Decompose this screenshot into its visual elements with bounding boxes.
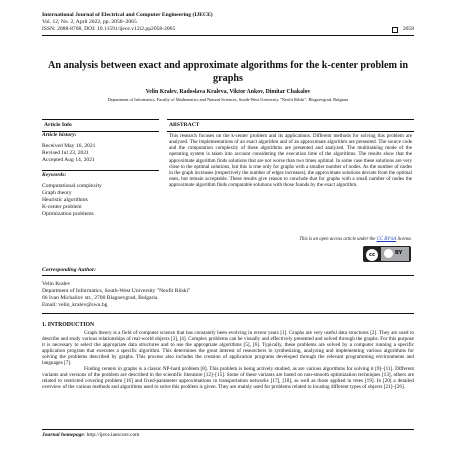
corresponding-department: Department of Informatics, South-West University "Neofit Rilski" [42,287,191,294]
accepted-date: Accepted Aug 14, 2021 [42,156,95,163]
corresponding-address: 66 Ivan Michailov str., 2700 Blagoevgrad, Bulgaria [42,294,158,301]
corresponding-author-block [42,281,414,309]
article-history [42,132,159,164]
journal-volume: Vol. 12, No. 2, April 2022, pp. 2058~2065 [42,19,137,26]
footer-rule [42,429,414,430]
page-number: 2058 [402,26,414,33]
article-history-label: Article history: [42,132,77,138]
corresponding-name: Velin Kralev [42,281,71,287]
journal-issn-doi: ISSN: 2088-8708, DOI: 10.11591/ijece.v12i2.pp2058-2065 [42,26,176,33]
corresponding-rule [42,313,414,314]
journal-homepage-footer: Journal homepage: http://ijece.iaescore.com [42,432,140,438]
introduction-paragraph: Finding centers in graphs is a classic NP-hard problem [8]. This problem is being actively studied, as are various algorithms for solving it [9]–[11]. Different variants and versions of the problem are described in the scientific literature [12]–[15]. Some of these variants are based on non-smooth optimization techniques [13], others are related to restricted covering problem [16] and fixed-parameter approximations in transportation networks [17], [18], as well as those applied in trees [19]. In [20] a detailed overview of the various methods and algorithms used to solve this problem is given. They are mainly used for problems related to locating different types of objects [21]–[26]. [42,366,414,390]
keyword-item: K-center problem [42,203,82,210]
abstract-header: ABSTRACT [167,119,414,132]
paper-authors: Velin Kralev, Radoslava Kraleva, Viktor Ankov, Dimitar Chakalov [145,89,311,95]
received-date: Received May 16, 2021 [42,142,96,149]
by-icon [381,247,409,261]
keywords-block [42,172,159,217]
introduction-body [42,330,414,390]
article-info-header: Article Info [42,119,159,132]
corresponding-author-header: Corresponding Author: [42,266,414,276]
license-line: This is an open access article under the CC BY-SA license. [299,237,412,242]
introduction-paragraph: Graph theory is a field of computer science that has constantly been evolving in recent years [1]. Graphs are very useful data structures [2]. They are used to describe and study various relationships of real-world objects [3], [4]. Complex problems can be visually and effectively presented and solved through the graphs. For this purpose it is necessary to select the appropriate data structures and to use the appropriate algorithms [5], [6]. Typically, these problems are solved by a computer running a specific application program that executes a specific algorithm. This determines the great interest of researchers in synthesizing, analyzing and implementing various algorithms for solving the problems described by graphs. This process also includes the creation of application programs developed through the relevant programming environments and languages [7]. [42,330,414,366]
homepage-link[interactable]: http://ijece.iaescore.com [86,432,140,438]
journal-header [42,12,414,34]
header-rule [42,35,414,36]
keyword-item: Heuristic algorithms [42,196,88,203]
paper-title: An analysis between exact and approximate algorithms for the k-center problem in graphs [47,60,409,84]
revised-date: Revised Jul 23, 2021 [42,149,89,156]
introduction-heading: 1. INTRODUCTION [42,322,95,328]
journal-issn-row [42,26,414,33]
abstract-text: This research focuses on the k-center problem and its applications. Different methods for solving this problem are analyzed. The implementations of an exact algorithm and of an approximate algorithm are presented. The source code and the computation complexity of these algorithms are presented and analyzed. The multitasking mode of the operating system is taken into account considering the execution time of the algorithms. The results show that the approximate algorithm finds solutions that are not worse than two times optimal. In some case these solutions are very close to the optimal solutions, but this is true only for graphs with a smaller number of nodes. As the number of nodes in the graph increases (respectively the number of edges increases), the approximate solutions deviate from the optimal ones, but remain acceptable. These results give reason to conclude that for graphs with a small number of nodes the approximate algorithm finds comparable solutions with those founds by the exact algorithm. [169,133,412,189]
article-info-divider [42,170,159,171]
attribution-person-icon [384,249,393,258]
license-link[interactable]: CC BY-SA [376,237,397,242]
keywords-label: Keywords: [42,172,67,178]
cc-icon: cc [365,248,379,262]
page-square-icon [392,27,398,33]
keyword-item: Optimization problems [42,210,94,217]
keyword-item: Computational complexity [42,182,102,189]
keyword-item: Graph theory [42,189,72,196]
cc-by-sa-badge[interactable] [363,246,411,262]
by-label: BY [395,250,403,256]
journal-name: International Journal of Electrical and Computer Engineering (IJECE) [42,12,213,18]
paper-affiliation: Department of Informatics, Faculty of Mathematics and Natural Sciences, South-West University "Neofit Rilski", Blagoevgrad, Bulgaria [107,97,349,102]
corresponding-email[interactable]: Email: velin_kralev@swu.bg [42,301,108,308]
